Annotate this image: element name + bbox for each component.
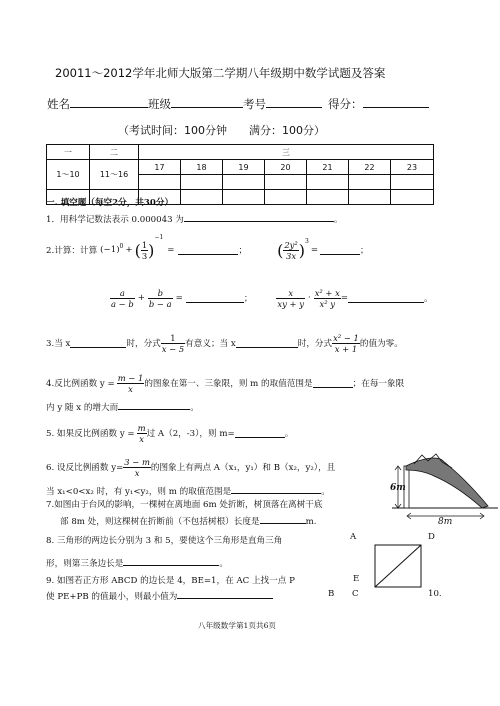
exam-no-label: 考号 xyxy=(243,97,266,111)
score-cell[interactable] xyxy=(181,175,223,190)
square-label-c: C xyxy=(352,589,359,599)
q2-pow-neg: −1 xyxy=(154,234,164,241)
q5-part-2: 过 A（2，-3），则 m= xyxy=(146,429,235,439)
question-8: 8. 三角形的两边长分别为 3 和 5，要使这个三角形是直角三角 xyxy=(46,536,283,546)
q2-expr2-pow: 3 xyxy=(305,238,309,245)
q2-plus: + xyxy=(137,293,145,303)
question-4 xyxy=(46,368,404,398)
exam-no-blank[interactable] xyxy=(266,98,322,108)
q1-tail: 。 xyxy=(333,215,343,225)
q8-line-2: 形，则第三条边长是 xyxy=(46,559,124,569)
score-cell[interactable] xyxy=(349,190,391,205)
q6-part-2: 的图象上有两点 A（x₁，y₁）和 B（x₂，y₂），且 xyxy=(150,463,336,473)
q18-header: 18 xyxy=(181,160,223,175)
question-5 xyxy=(46,418,293,448)
section-1-heading: 一. 填空题（每空2分，共30分） xyxy=(46,198,174,208)
q2-frac-f1: $\frac{a}{a - b}$ xyxy=(111,287,134,309)
q1-answer-blank[interactable] xyxy=(184,212,334,222)
page-footer: 八年级数学第1页共6页 xyxy=(198,621,277,630)
q2-frac-expr2: $\frac{\text{2y²}}{3x}$ xyxy=(284,239,298,261)
score-cell[interactable] xyxy=(307,190,349,205)
q5-frac: $\frac{m}{x}$ xyxy=(137,422,146,444)
section-2-header: 二 xyxy=(90,145,139,160)
q22-header: 22 xyxy=(349,160,391,175)
fig-label-6m: 6m xyxy=(390,483,406,493)
q4-part-3: ；在每一象限 xyxy=(352,379,405,389)
q6-line-2: 当 x₁<0<x₂ 时，有 y₁<y₂，则 m 的取值范围是 xyxy=(46,487,232,497)
q2-frac-f2: $\frac{b}{b - a}$ xyxy=(148,287,172,309)
q3-answer-2-blank[interactable] xyxy=(236,338,298,348)
section-3-header: 三 xyxy=(139,145,434,160)
q5-tail: 。 xyxy=(284,429,294,439)
q19-header: 19 xyxy=(223,160,265,175)
question-10-number: 10. xyxy=(428,589,442,599)
score-cell[interactable] xyxy=(139,175,181,190)
q23-header: 23 xyxy=(391,160,434,175)
q2-eq-3: = xyxy=(175,293,183,303)
q4-answer-2-blank[interactable] xyxy=(118,400,190,410)
q4-answer-1-blank[interactable] xyxy=(313,378,353,388)
q4-tail: 。 xyxy=(190,403,199,413)
question-2-line-2: $\frac{a}{a - b}$ + $\frac{b}{b - a}$ = ； $\frac{x}{xy + y}$ · $\frac{\text{x² + x}}{\text{x² y}}$ = 。 xyxy=(111,287,433,309)
q5-answer-blank[interactable] xyxy=(235,428,285,438)
q4-frac: $\frac{m - 1}{x}$ xyxy=(117,372,144,394)
q2-semi-3: ； xyxy=(243,294,253,304)
q2-answer-3-blank[interactable] xyxy=(186,293,244,303)
q2-eq-4: = xyxy=(340,293,349,303)
q2-frac-third: $\frac{1}{3}$ xyxy=(141,239,148,261)
question-1 xyxy=(46,212,342,225)
q2-semi-1: ； xyxy=(238,246,248,256)
square-label-e: E xyxy=(353,574,360,584)
question-7: 7.如图由于台风的影响，一棵树在离地面 6m 处折断，树顶落在离树干底 xyxy=(46,500,323,510)
question-7-line-2 xyxy=(60,514,316,527)
broken-tree-figure xyxy=(390,452,500,527)
q3-part-3: 有意义；当 x xyxy=(185,339,236,349)
class-blank[interactable] xyxy=(171,98,243,108)
q2-answer-1-blank[interactable] xyxy=(178,245,238,255)
exam-info: （考试时间：100分钟 满分：100分） xyxy=(118,124,325,137)
q2-pow-zero: 0 xyxy=(119,242,124,250)
score-cell[interactable] xyxy=(265,190,307,205)
q3-part-1: 3.当 x xyxy=(46,339,71,349)
question-8-line-2 xyxy=(46,556,228,569)
score-cell[interactable] xyxy=(349,175,391,190)
q9-line-2: 使 PE+PB 的值最小，则最小值为 xyxy=(46,592,178,602)
q8-answer-blank[interactable] xyxy=(123,556,219,566)
document-title: 20011～2012学年北师大版第二学期八年级期中数学试题及答案 xyxy=(55,66,386,80)
q4-part-2: 的图象在第一、三象限，则 m 的取值范围是 xyxy=(144,379,313,389)
q3-answer-1-blank[interactable] xyxy=(70,338,126,348)
q3-part-2: 时，分式 xyxy=(126,339,161,349)
name-blank[interactable] xyxy=(70,98,148,108)
question-6-line-2 xyxy=(46,484,330,497)
question-9-line-2 xyxy=(46,589,273,602)
q9-answer-blank[interactable] xyxy=(177,589,273,599)
square-label-d: D xyxy=(428,532,435,542)
score-cell[interactable] xyxy=(307,175,349,190)
q6-tail: 。 xyxy=(321,487,330,497)
q20-header: 20 xyxy=(265,160,307,175)
score-cell[interactable] xyxy=(223,190,265,205)
student-info-row xyxy=(47,96,429,112)
q3-part-5: 的值为零。 xyxy=(359,339,403,349)
range-11-16: 11～16 xyxy=(90,160,139,190)
q2-dot: 。 xyxy=(424,294,433,304)
q2-eq-1: = xyxy=(167,245,175,255)
section-1-header: 一 xyxy=(47,145,90,160)
q4-line-2: 内 y 随 x 的增大而 xyxy=(46,403,119,413)
name-label: 姓名 xyxy=(47,97,70,111)
q2-semi-2: ； xyxy=(360,246,369,256)
q8-tail: 。 xyxy=(219,559,228,569)
question-3 xyxy=(46,326,403,360)
q6-part-1: 6. 设反比例函数 y= xyxy=(46,463,124,473)
q2-eq-2: = xyxy=(310,245,319,255)
q2-answer-4-blank[interactable] xyxy=(348,293,424,303)
q3-part-4: 时，分式 xyxy=(297,339,333,349)
square-label-a: A xyxy=(350,532,357,542)
q1-text: 1．用科学记数法表示 0.000043 为 xyxy=(46,215,184,225)
q6-frac: $\frac{3 - m}{x}$ xyxy=(124,456,150,478)
question-6 xyxy=(46,452,335,482)
q4-part-1: 4.反比例函数 y = xyxy=(46,379,115,389)
fig-label-8m: 8m xyxy=(438,517,453,527)
score-cell[interactable] xyxy=(391,175,434,190)
score-cell[interactable] xyxy=(391,190,434,205)
q2-answer-2-blank[interactable] xyxy=(320,245,360,255)
q7-line-2: 部 8m 处，则这棵树在折断前（不包括树根）长度是 xyxy=(60,517,260,527)
q7-tail: m. xyxy=(305,517,317,527)
q3-frac-1: $\frac{1}{x - 5}$ xyxy=(161,332,185,354)
q21-header: 21 xyxy=(307,160,349,175)
score-blank[interactable] xyxy=(363,98,429,108)
score-cell[interactable] xyxy=(265,175,307,190)
q7-answer-blank[interactable] xyxy=(260,514,306,524)
range-1-10: 1～10 xyxy=(47,160,90,190)
q3-frac-2: $\frac{\text{x² − 1}}{x + 1}$ xyxy=(333,332,359,354)
q6-answer-blank[interactable] xyxy=(231,484,321,494)
class-label: 班级 xyxy=(148,97,171,111)
square-label-b: B xyxy=(328,589,335,599)
q17-header: 17 xyxy=(139,160,181,175)
question-2: 2.计算：计算 (−1) $^0$ + ( $\frac{1}{3}$ ) $^{-1}$ = ； ( $\frac{\text{2y²}}{3x}$ ) $^3$ = ； xyxy=(46,234,369,261)
question-4-line-2 xyxy=(46,400,199,413)
q2-frac-f3: $\frac{x}{xy + y}$ xyxy=(277,287,304,309)
question-9: 9. 如图若正方形 ABCD 的边长是 4，BE=1，在 AC 上找一点 P xyxy=(46,576,295,586)
score-cell[interactable] xyxy=(181,190,223,205)
q2-frac-f4: $\frac{\text{x² + x}}{\text{x² y}}$ xyxy=(314,287,340,309)
q5-part-1: 5. 如果反比例函数 y = xyxy=(46,429,135,439)
square-abcd-figure xyxy=(374,544,424,590)
score-label: 得分： xyxy=(328,97,363,111)
score-cell[interactable] xyxy=(223,175,265,190)
q2-label: 2.计算：计算 xyxy=(46,246,98,256)
